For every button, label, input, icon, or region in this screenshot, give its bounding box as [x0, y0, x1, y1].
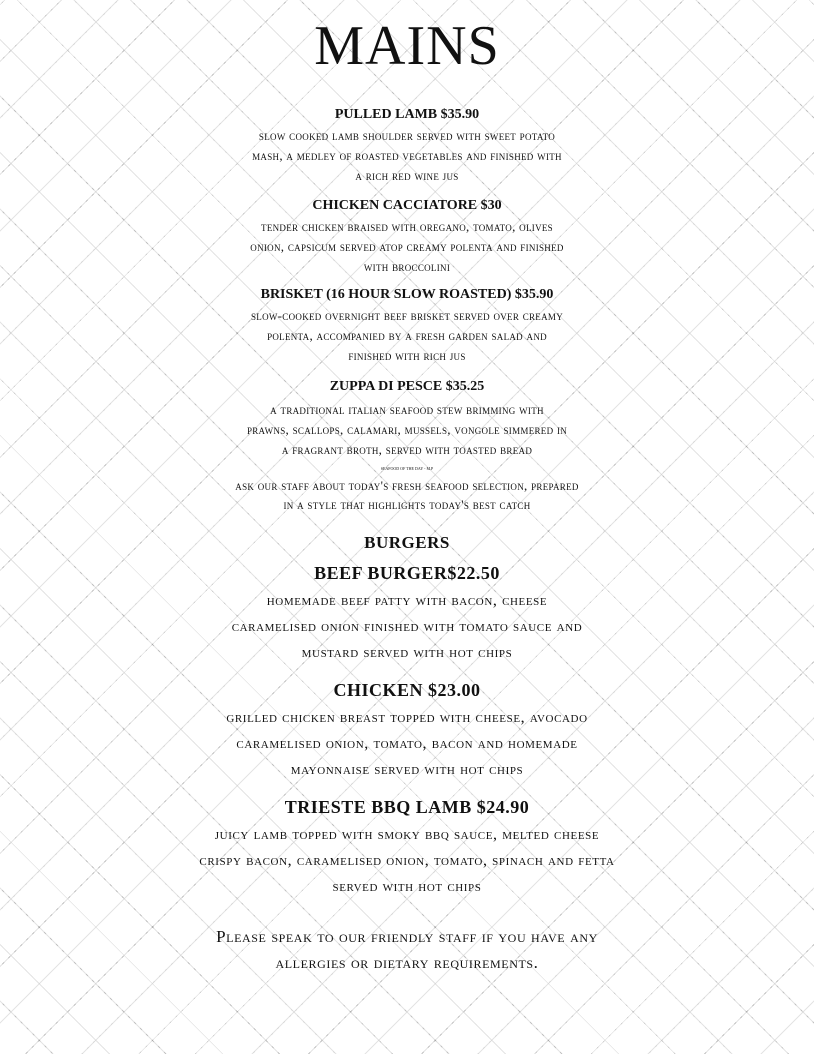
dish-name: CHICKEN CACCIATORE $30 [312, 198, 502, 213]
description-line: in a style that highlights today's best catch [283, 497, 531, 512]
description-line: slow-cooked overnight beef brisket served over creamy [250, 308, 563, 323]
description-line: a fragrant broth, served with toasted bread [281, 442, 533, 457]
description-line: caramelised onion, tomato, bacon and homemade [236, 735, 578, 752]
description-line: a rich red wine jus [355, 168, 459, 183]
description-line: juicy lamb topped with smoky bbq sauce, melted cheese [214, 826, 600, 843]
menu-item [0, 797, 814, 900]
dish-description [0, 822, 814, 900]
description-line: tender chicken braised with oregano, tomato, olives [261, 219, 553, 234]
menu-item [0, 286, 814, 366]
description-line: grilled chicken breast topped with cheese, avocado [226, 709, 588, 726]
seafood-of-the-day [0, 465, 814, 514]
page-title: MAINS [314, 15, 500, 77]
dish-name: BEEF BURGER$22.50 [314, 563, 500, 583]
description-line: prawns, scallops, calamari, mussels, vongole simmered in [246, 422, 568, 437]
description-line: mash, a medley of roasted vegetables and finished with [252, 148, 562, 163]
section-heading-burgers: BURGERS [364, 533, 450, 552]
dish-name: ZUPPA DI PESCE $35.25 [329, 379, 485, 394]
menu-item [0, 563, 814, 666]
menu-item [0, 197, 814, 277]
description-line: ask our staff about today's fresh seafood selection, prepared [235, 478, 579, 493]
dish-description [0, 588, 814, 666]
dish-name: CHICKEN $23.00 [333, 680, 481, 700]
dish-description [0, 126, 814, 186]
allergy-note [0, 924, 814, 976]
description-line: served with hot chips [332, 878, 482, 895]
note-line: Please speak to our friendly staff if you have any [216, 927, 598, 946]
description-line: polenta, accompanied by a fresh garden salad and [267, 328, 547, 343]
description-line: finished with rich jus [348, 348, 466, 363]
dish-name: PULLED LAMB $35.90 [334, 107, 480, 122]
note-line: allergies or dietary requirements. [275, 953, 539, 972]
description-line: with broccolini [363, 259, 451, 274]
description-line: homemade beef patty with bacon, cheese [266, 592, 548, 609]
seafood-label: SEAFOOD OF THE DAY - M.P [380, 466, 434, 471]
menu-item [0, 378, 814, 460]
dish-name: TRIESTE BBQ LAMB $24.90 [284, 797, 530, 817]
description-line: caramelised onion finished with tomato sauce and [231, 618, 583, 635]
description-line: mustard served with hot chips [301, 644, 513, 661]
dish-description [0, 400, 814, 460]
description-line: onion, capsicum served atop creamy polenta and finished [250, 239, 564, 254]
dish-description [0, 306, 814, 366]
description-line: a traditional italian seafood stew brimming with [270, 402, 544, 417]
dish-description [0, 217, 814, 277]
dish-description [0, 705, 814, 783]
seafood-description [0, 476, 814, 514]
menu-item [0, 106, 814, 186]
description-line: crispy bacon, caramelised onion, tomato, spinach and fetta [199, 852, 615, 869]
dish-name: BRISKET (16 HOUR SLOW ROASTED) $35.90 [260, 287, 554, 302]
description-line: slow cooked lamb shoulder served with sweet potato [258, 128, 556, 143]
description-line: mayonnaise served with hot chips [290, 761, 524, 778]
menu-item [0, 680, 814, 783]
